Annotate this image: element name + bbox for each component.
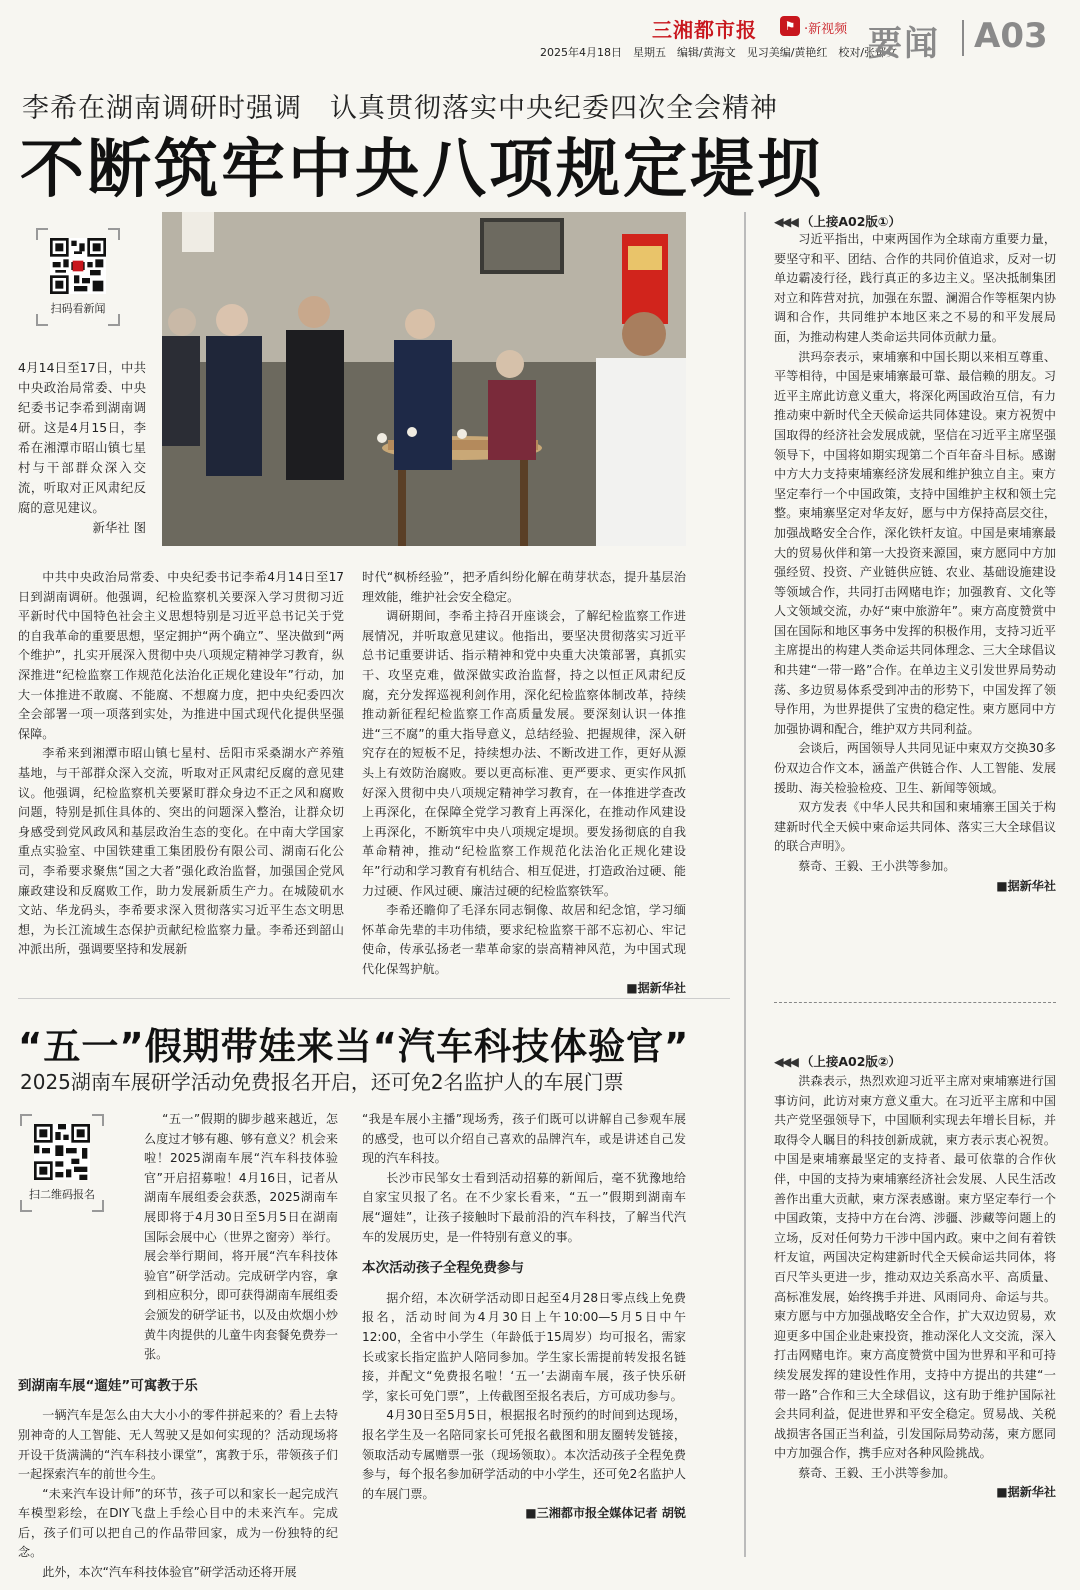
right-byline-2: ■据新华社 — [996, 1485, 1056, 1500]
second-column-1 — [18, 1110, 338, 1583]
paper-logo-icon: ⚑ — [780, 16, 800, 36]
second-paragraph: “我是车展小主播”现场秀，孩子们既可以讲解自己参观车展的感受，也可以介绍自己喜欢的品牌汽车，或是讲述自己发现的汽车科技。 — [362, 1112, 686, 1166]
photo-caption: 4月14日至17日，中共中央政治局常委、中央纪委书记李希到湖南调研。这是4月15日，李希在湘潭市昭山镇七星村与干部群众深入交流，听取对正风肃纪反腐的意见建议。 新华社 图 — [18, 358, 146, 538]
second-column-2 — [362, 1110, 686, 1524]
lead-paragraph: 李希来到湘潭市昭山镇七星村、岳阳市采桑湖水产养殖基地，与干部群众深入交流，听取对正风肃纪反腐的意见建议。他强调，纪检监察机关要紧盯群众身边不正之风和腐败问题，特别是抓住具体的、突出的问题深入整治，让群众切身感受到党风政风和基层政治生态的变化。在中南大学国家重点实验室、中国铁建重工集团股份有限公司、湖南石化公司，李希要求聚焦“国之大者”强化政治监督，加强国企党风廉政建设和反腐败工作，助力发展新质生产力。在城陵矶水文站、华龙码头，李希要求深入贯彻落实习近平生态文明思想，为长江流域生态保护贡献纪检监察力量。李希还到韶山冲派出所，强调要坚持和发展新 — [18, 746, 344, 957]
second-paragraph: “未来汽车设计师”的环节，孩子可以和家长一起完成汽车模型彩绘，在DIY飞盘上手绘心目中的未来汽车。完成后，孩子们可以把自己的作品带回家，成为一份独特的纪念。 — [18, 1486, 338, 1560]
section-separator — [18, 998, 730, 999]
page-number: A03 — [974, 16, 1048, 56]
continue-arrows-icon: ◀◀◀ — [774, 214, 797, 229]
second-paragraph: 4月30日至5月5日，根据报名时预约的时间到达现场，报名学生及一名陪同家长可凭报名截图和朋友圈转发链接，领取活动专属赠票一张（现场领取）。本次活动孩子全程免费参与，每个报名参加研学活动的中小学生，还可免2名监护人的车展门票。 — [362, 1408, 686, 1501]
second-paragraph: 据介绍，本次研学活动即日起至4月28日零点线上免费报名，活动时间为4月30日上午10:00—5月5日中午12:00，全省中小学生（年龄低于15周岁）均可报名，需家长或家长指定监护人陪同参加。学生家长需提前转发报名链接，并配文“免费报名啦！‘五一’去湖南车展，孩子快乐研学，家长可免门票”，上传截图至报名表后，方可成功参与。 — [362, 1290, 686, 1403]
masthead — [540, 12, 1070, 62]
column-divider — [744, 212, 746, 1557]
second-headline: “五一”假期带娃来当“汽车科技体验官” — [18, 1025, 690, 1068]
section-name: 要闻 — [868, 24, 940, 64]
second-paragraph: 一辆汽车是怎么由大大小小的零件拼起来的？看上去特别神奇的人工智能、无人驾驶又是如何实现的？活动现场将开设干货满满的“汽车科技小课堂”，寓教于乐，带领孩子们一起探索汽车的前世今生。 — [18, 1408, 338, 1482]
continued-marker-2: ◀◀◀ （上接A02版②） — [774, 1054, 901, 1069]
news-qr-block[interactable] — [36, 228, 120, 326]
qr-caption: 扫码看新闻 — [50, 302, 106, 315]
second-subheading-a: 到湖南车展“遛娃”可寓教于乐 — [18, 1377, 198, 1394]
right-byline-1: ■据新华社 — [996, 878, 1056, 893]
lead-paragraph: 调研期间，李希主持召开座谈会，了解纪检监察工作进展情况，并听取意见建议。他指出，要坚决贯彻落实习近平总书记重要讲话、指示精神和党中央重大决策部署，真抓实干、攻坚克难，做深做实政治监督，持之以恒正风肃纪反腐，充分发挥巡视利剑作用，深化纪检监察体制改革，持续推动新征程纪检监察工作高质量发展。要深刻认识一体推进“三不腐”的重大指导意义，总结经验、把握规律，深入研究存在的短板不足，持续想办法、不断改进工作，更好从源头上有效防治腐败。要以更高标准、更严要求、更实作风抓好深入贯彻中央八项规定精神学习教育，在一体推进学查改上再深化，在保障全党学习教育上再深化，在推动作风建设上再深化，不断筑牢中央八项规定堤坝。要发扬彻底的自我革命精神，推动“纪检监察工作规范化法治化正规化建设年”行动和学习教育有机结合、相互促进，打造政治过硬、能力过硬、作风过硬、廉洁过硬的纪检监察铁军。 — [362, 609, 686, 898]
second-subhead: 2025湖南车展研学活动免费报名开启，还可免2名监护人的车展门票 — [20, 1070, 624, 1094]
lead-paragraph: 中共中央政治局常委、中央纪委书记李希4月14日至17日到湖南调研。他强调，纪检监察机关要深入学习贯彻习近平新时代中国特色社会主义思想特别是习近平总书记关于党的自我革命的重要思想，坚定拥护“两个确立”、坚决做到“两个维护”，扎实开展深入贯彻中央八项规定精神学习教育，纵深推进“纪检监察工作规范化法治化正规化建设年”行动，加大一体推进不敢腐、不能腐、不想腐力度，把中央纪委四次全会部署一项一项落到实处，为推进中国式现代化提供坚强保障。 — [18, 570, 344, 741]
lead-paragraph: 李希还瞻仰了毛泽东同志铜像、故居和纪念馆，学习缅怀革命先辈的丰功伟绩，要求纪检监察干部不忘初心、牢记使命，传承弘扬老一辈革命家的崇高精神风范，为中国式现代化保驾护航。 — [362, 903, 686, 976]
issue-meta: 2025年4月18日 星期五 编辑/黄海文 见习美编/黄艳红 校对/张郁文 — [540, 46, 898, 59]
lead-kicker: 李希在湖南调研时强调 认真贯彻落实中央纪委四次全会精神 — [22, 93, 778, 124]
continue-arrows-icon: ◀◀◀ — [774, 1054, 797, 1069]
continued-marker-1: ◀◀◀ （上接A02版①） — [774, 214, 901, 229]
news-photo — [162, 212, 686, 546]
lead-paragraph: 时代“枫桥经验”，把矛盾纠纷化解在萌芽状态，提升基层治理效能，维护社会安全稳定。 — [362, 570, 686, 604]
qr-code-icon[interactable] — [50, 238, 106, 294]
lead-headline: 不断筑牢中央八项规定堤坝 — [20, 133, 824, 207]
second-paragraph: “五一”假期的脚步越来越近，怎么度过才够有趣、够有意义？机会来啦！2025湖南车展“汽车科技体验官”开启招募啦！4月16日，记者从湖南车展组委会获悉，2025湖南车展即将于4月30日至5月5日在湖南国际会展中心（世界之窗旁）举行。展会举行期间，将开展“汽车科技体验官”研学活动。完成研学内容，拿到相应积分，即可获得湖南车展组委会颁发的研学证书，以及由炊烟小炒黄牛肉提供的儿童牛肉套餐免费券一张。 — [144, 1112, 338, 1362]
paper-name: 三湘都市报 — [652, 18, 757, 42]
lead-column-1 — [18, 568, 344, 960]
second-subheading-b: 本次活动孩子全程免费参与 — [362, 1260, 524, 1277]
lead-column-2 — [362, 568, 686, 999]
video-brand: ·新视频 — [804, 22, 848, 37]
right-column-article-2: 洪森表示，热烈欢迎习近平主席对柬埔寨进行国事访问，此访对柬方意义重大。在习近平主席和中国共产党坚强领导下，中国顺利实现去年增长目标，并取得令人瞩目的科技创新成就，柬方表示衷心祝贺。中国是柬埔寨最坚定的支持者、最可依靠的合作伙伴，中国的支持为柬埔寨经济社会发展、人民生活改善作出重大贡献，柬方深表感谢。柬方坚定奉行一个中国政策，支持中方在台湾、涉疆、涉藏等问题上的立场，反对任何势力干涉中国内政。柬中之间有着铁杆友谊，两国决定构建新时代全天候命运共同体，将百尺竿头更进一步，推动双边关系高水平、高质量、高标准发展，始终携手并进、风雨同舟、命运与共。柬方愿与中方加强战略安全合作，扩大双边贸易，欢迎更多中国企业赴柬投资，推动深化人文交流，深入打击网赌电诈。柬方高度赞赏中国为世界和平和可持续发展发挥的建设性作用，支持中方提出的共建“一带一路”合作和三大全球倡议，这有助于维护国际社会共同利益，促进世界和平安全稳定。贸易战、关税战损害各国正当利益，引发国际局势动荡，柬方愿同中方加强合作，携手应对各种风险挑战。 蔡奇、王毅、王小洪等参加。 ■据新华社 — [774, 1072, 1056, 1503]
second-paragraph: 此外，本次“汽车科技体验官”研学活动还将开展 — [42, 1565, 297, 1580]
second-byline: ■三湘都市报全媒体记者 胡锐 — [525, 1506, 686, 1521]
masthead-divider — [962, 20, 964, 56]
photo-credit: 新华社 图 — [92, 520, 146, 535]
second-paragraph: 长沙市民邹女士看到活动招募的新闻后，毫不犹豫地给自家宝贝报了名。在不少家长看来，“五一”假期到湖南车展“遛娃”，让孩子接触时下最前沿的汽车科技，了解当代汽车的发展历史，是一件特别有意义的事。 — [362, 1170, 686, 1244]
qr-caption: 扫二维码报名 — [29, 1188, 95, 1201]
lead-byline: ■据新华社 — [626, 981, 686, 996]
right-column-article-1: 习近平指出，中柬两国作为全球南方重要力量，要坚守和平、团结、合作的共同价值追求，反对一切单边霸凌行径，践行真正的多边主义。坚决抵制集团对立和阵营对抗，加强在东盟、澜湄合作等框架内协调和合作，共同维护本地区来之不易的和平发展局面，为推动构建人类命运共同体贡献力量。 洪玛奈表示，柬埔寨和中国长期以来相互尊重、平等相待，中国是柬埔寨最可靠、最信赖的朋友。习近平主席此访意义重大，将深化两国政治互信，有力推动柬中新时代全天候命运共同体建设。柬方祝贺中国取得的经济社会发展成就，坚信在习近平主席坚强领导下，中国将如期实现第二个百年奋斗目标。感谢中方大力支持柬埔寨经济发展和维护独立自主。柬方坚定奉行一个中国政策，支持中国维护主权和领土完整。柬埔寨坚定对华友好，愿与中方保持高层交往，加强战略安全合作，深化铁杆友谊。中国是柬埔寨最大的贸易伙伴和第一大投资来源国，柬方愿同中方加强经贸、投资、产业链供应链、农业、基础设施建设等领域合作，共同打击网赌电诈；加强教育、文化等人文领域交流，办好“柬中旅游年”。柬方高度赞赏中国在国际和地区事务中发挥的积极作用，支持习近平主席提出的构建人类命运共同体理念、三大全球倡议和共建“一带一路”合作。在单边主义引发世界局势动荡、多边贸易体系受到冲击的形势下，中国发挥了领导作用，为世界提供了宝贵的稳定性。柬方愿同中方加强协调和配合，维护双方共同利益。 会谈后，两国领导人共同见证中柬双方交换30多份双边合作文本，涵盖产供链合作、人工智能、发展援助、海关检验检疫、卫生、新闻等领域。 双方发表《中华人民共和国和柬埔寨王国关于构建新时代全天候中柬命运共同体、落实三大全球倡议的联合声明》。 蔡奇、王毅、王小洪等参加。 ■据新华社 — [774, 230, 1056, 896]
dashed-separator — [774, 1002, 1056, 1003]
